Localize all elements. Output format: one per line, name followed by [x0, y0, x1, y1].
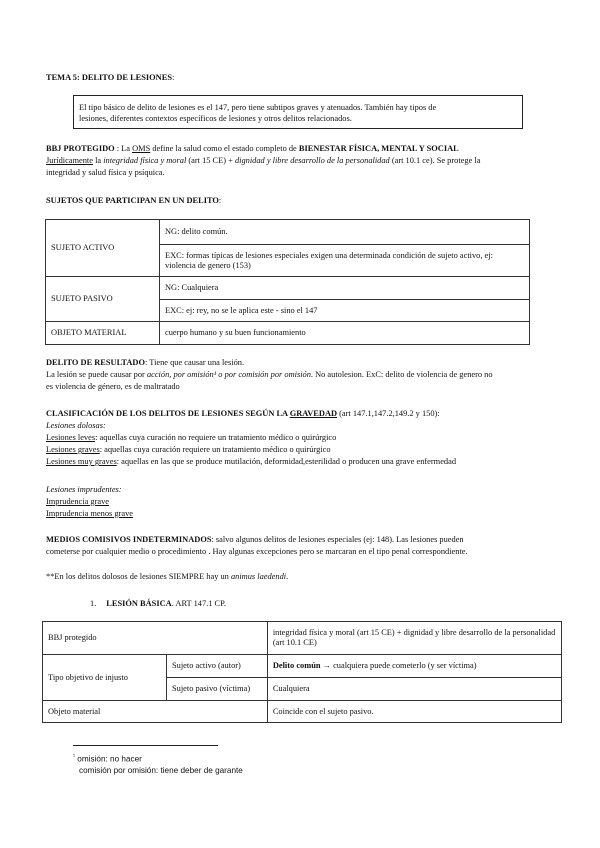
title-suffix: :: [171, 73, 175, 82]
resultado-label: DELITO DE RESULTADO: [46, 358, 145, 367]
delito-comun-text: → cualquiera puede cometerlo (y ser víctima): [320, 661, 477, 670]
lesiones-graves-label: Lesiones graves: [46, 445, 100, 454]
resultado-line-3: es violencia de género, es de maltratado: [46, 382, 180, 391]
lesiones-muy-graves-label: Lesiones muy graves: [46, 457, 117, 466]
clasificacion-heading: [46, 408, 440, 419]
intro-box: [73, 95, 523, 129]
imprudencia-menos-grave: Imprudencia menos grave: [46, 509, 133, 518]
bbj-line-1: [46, 143, 459, 154]
footnote-text: omisión: no hacer: [77, 754, 142, 764]
objeto-material-value: cuerpo humano y su buen funcionamiento: [160, 322, 530, 345]
bbj-text: (art 10.1 ce). Se protege la: [389, 156, 481, 165]
sujetos-heading-suffix: :: [218, 196, 222, 205]
lesiones-muy-graves-text: : aquellas en las que se produce mutilación, deformidad,esterilidad o producen una grave enfermedad: [116, 457, 457, 466]
bbj-integridad: integridad física y moral: [103, 156, 187, 165]
bbj-bienestar: BIENESTAR FÍSICA, MENTAL Y SOCIAL: [298, 144, 459, 153]
bbj-protegido-label: BBJ protegido: [43, 622, 268, 655]
lesion-basica-table: [42, 621, 562, 723]
medios-line-2: cometerse por cualquier medio o procedimiento . Hay algunas excepciones pero se marcaran en el tipo penal correspondiente.: [46, 547, 468, 556]
lesiones-muy-graves: [46, 456, 456, 467]
footnote-line-1: [73, 752, 142, 765]
bbj-line-3: integridad y salud física y psíquica.: [46, 168, 165, 177]
bbj-protegido-value: integridad física y moral (art 15 CE) + dignidad y libre desarrollo de la personalidad (art 10.1 CE): [267, 622, 561, 655]
footnote-marker: ¹: [73, 754, 75, 760]
lesiones-leves-text: : aquellas cuya curación no requiere un tratamiento médico o quirúrgico: [95, 433, 337, 442]
bbj-text: : La: [114, 144, 133, 153]
intro-line-1: El tipo básico de delito de lesiones es el 147, pero tiene subtipos graves y atenuados. También hay tipos de: [79, 103, 437, 112]
resultado-line-1: [46, 357, 244, 368]
nota-text: .: [286, 572, 289, 581]
bbj-text: (art 15 CE) +: [186, 156, 235, 165]
table-row: [43, 622, 562, 655]
footnote-divider: [73, 745, 218, 746]
medios-label: MEDIOS COMISIVOS INDETERMINADOS: [46, 535, 212, 544]
objeto-material-label: Objeto material: [43, 701, 268, 723]
sujeto-activo-label: SUJETO ACTIVO: [46, 220, 160, 277]
title-label: TEMA 5: DELITO DE LESIONES: [46, 73, 172, 82]
objeto-material-label: OBJETO MATERIAL: [46, 322, 160, 345]
lesiones-graves: [46, 444, 331, 455]
lesiones-dolosas: Lesiones dolosas:: [46, 421, 106, 430]
delito-comun: Delito común: [272, 661, 321, 670]
resultado-formas: acción, por omisión¹ o por comisión por omisión: [146, 370, 311, 379]
table-row: [43, 701, 562, 723]
medios-line-1: [46, 534, 464, 545]
resultado-line-2: [46, 369, 493, 380]
section-articulo: . ART 147.1 CP.: [171, 599, 226, 608]
table-row: [46, 277, 530, 300]
table-row: [46, 322, 530, 345]
sujeto-pasivo-victima: Sujeto pasivo (víctima): [167, 678, 268, 701]
bbj-dignidad: dignidad y libre desarrollo de la personalidad: [234, 156, 390, 165]
nota-text: **En los delitos dolosos de lesiones SIEMPRE hay un: [46, 572, 231, 581]
bbj-line-2: [46, 155, 480, 166]
resultado-text: La lesión se puede causar por: [46, 370, 147, 379]
clasificacion-heading-label: CLASIFICACIÓN DE LOS DELITOS DE LESIONES SEGÚN LA: [46, 409, 290, 418]
nota-animus-laedendi: animus laedendi: [230, 572, 287, 581]
sujetos-heading-label: SUJETOS QUE PARTICIPAN EN UN DELITO: [46, 196, 219, 205]
section-number: 1.: [90, 599, 97, 608]
nota-animus: [46, 571, 288, 582]
bbj-text: la: [92, 156, 104, 165]
objeto-material-value: Coincide con el sujeto pasivo.: [267, 701, 561, 723]
table-row: [46, 220, 530, 245]
resultado-text: . No autolesion. ExC: delito de violencia de genero no: [310, 370, 493, 379]
tipo-objetivo-label: Tipo objetivo de injusto: [43, 655, 167, 701]
sujeto-pasivo-ng: NG: Cualquiera: [160, 277, 530, 300]
sujeto-activo-ng: NG: delito común.: [160, 220, 530, 245]
lesiones-leves-label: Lesiones leves: [46, 433, 96, 442]
bbj-label: BBJ PROTEGIDO: [46, 144, 115, 153]
clasificacion-gravedad: GRAVEDAD: [289, 409, 338, 418]
sujetos-heading: [46, 195, 221, 206]
delito-comun-cell: [267, 655, 561, 678]
table-row: [43, 655, 562, 678]
sujeto-pasivo-exc: EXC: ej: rey, no se le aplica este - sino el 147: [160, 300, 530, 322]
lesiones-graves-text: : aquellas cuya curación requiere un tratamiento médico o quirúrgico: [99, 445, 331, 454]
oms-link: OMS: [132, 144, 151, 153]
medios-text: : salvo algunos delitos de lesiones especiales (ej: 148). Las lesiones pueden: [211, 535, 464, 544]
intro-line-2: lesiones, diferentes contextos específicos de lesiones y otros delitos relacionados.: [79, 114, 352, 123]
page-title: [46, 72, 174, 83]
lesiones-leves: [46, 432, 336, 443]
sujeto-pasivo-value: Cualquiera: [267, 678, 561, 701]
sujetos-table: [45, 219, 530, 345]
sujeto-pasivo-label: SUJETO PASIVO: [46, 277, 160, 322]
clasificacion-articulos: (art 147.1,147.2,149.2 y 150):: [337, 409, 440, 418]
section-label: LESIÓN BÁSICA: [106, 599, 172, 608]
lesiones-imprudentes: Lesiones imprudentes:: [46, 485, 122, 494]
bbj-juridicamente: Jurídicamente: [46, 156, 93, 165]
sujeto-activo-autor: Sujeto activo (autor): [167, 655, 268, 678]
imprudencia-grave: Imprudencia grave: [46, 497, 110, 506]
sujeto-activo-exc: EXC: formas típicas de lesiones especiales exigen una determinada condición de sujeto activo, ej: violencia de genero (153): [160, 245, 530, 277]
section-lesion-basica: [90, 598, 226, 609]
resultado-text: : Tiene que causar una lesión.: [144, 358, 245, 367]
footnote-line-2: comisión por omisión: tiene deber de garante: [79, 766, 243, 775]
bbj-text: define la salud como el estado completo de: [150, 144, 299, 153]
